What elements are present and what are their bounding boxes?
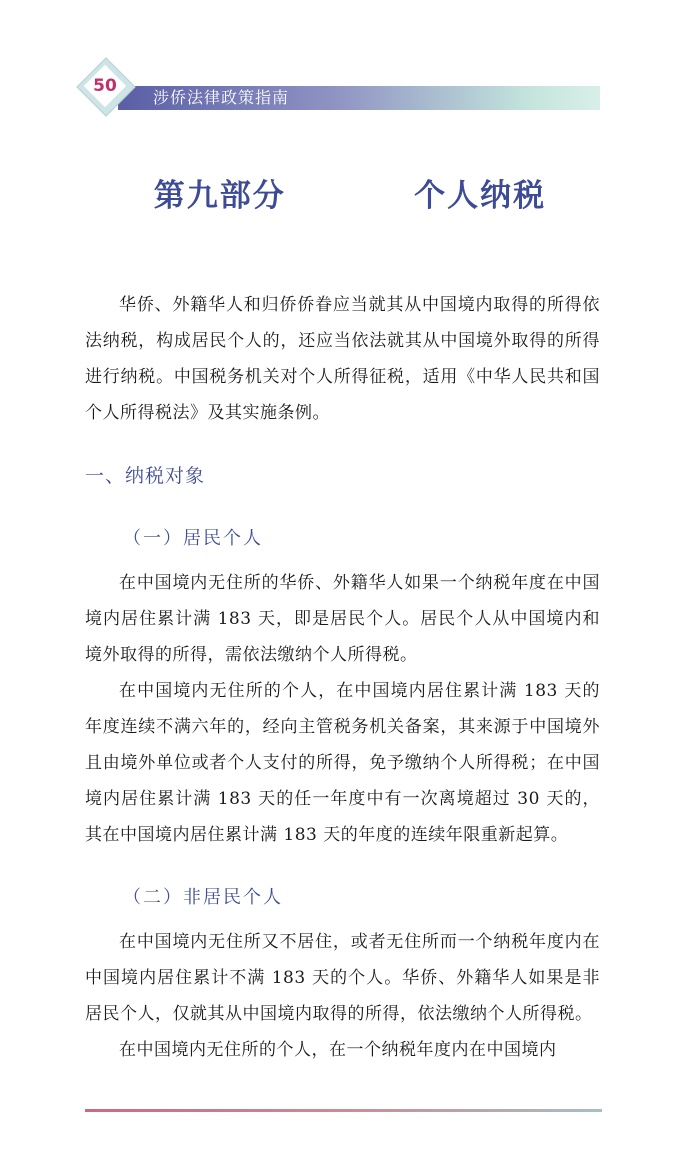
page-content [85,287,600,1068]
page-number: 50 [93,76,117,96]
part-title: 第九部分 个人纳税 [153,178,547,214]
running-head: 涉侨法律政策指南 [153,88,290,107]
resident-paragraph-1: 在中国境内无住所的华侨、外籍华人如果一个纳税年度在中国境内居住累计满 183 天，即是居民个人。居民个人从中国境内和境外取得的所得，需依法缴纳个人所得税。 [85,573,600,665]
page-number-badge [77,58,133,114]
nonresident-paragraph-2: 在中国境内无住所的个人，在一个纳税年度内在中国境内 [119,1040,557,1060]
subsection-heading-nonresident: （二）非居民个人 [123,887,283,908]
section-heading-tax-subjects: 一、纳税对象 [85,465,206,487]
intro-paragraph: 华侨、外籍华人和归侨侨眷应当就其从中国境内取得的所得依法纳税，构成居民个人的，还应当依法就其从中国境外取得的所得进行纳税。中国税务机关对个人所得征税，适用《中华人民共和国个人所得税法》及其实施条例。 [85,295,600,423]
resident-paragraph-2: 在中国境内无住所的个人，在中国境内居住累计满 183 天的年度连续不满六年的，经向主管税务机关备案，其来源于中国境外且由境外单位或者个人支付的所得，免予缴纳个人所得税；在中国境内居住累计满 183 天的任一年度中有一次离境超过 30 天的，其在中国境内居住累计满 183 天的年度的连续年限重新起算。 [85,681,600,845]
subsection-heading-resident: （一）居民个人 [123,528,263,549]
footer-divider [85,1109,602,1112]
nonresident-paragraph-1: 在中国境内无住所又不居住，或者无住所而一个纳税年度内在中国境内居住累计不满 183 天的个人。华侨、外籍华人如果是非居民个人，仅就其从中国境内取得的所得，依法缴纳个人所得税。 [85,932,600,1024]
